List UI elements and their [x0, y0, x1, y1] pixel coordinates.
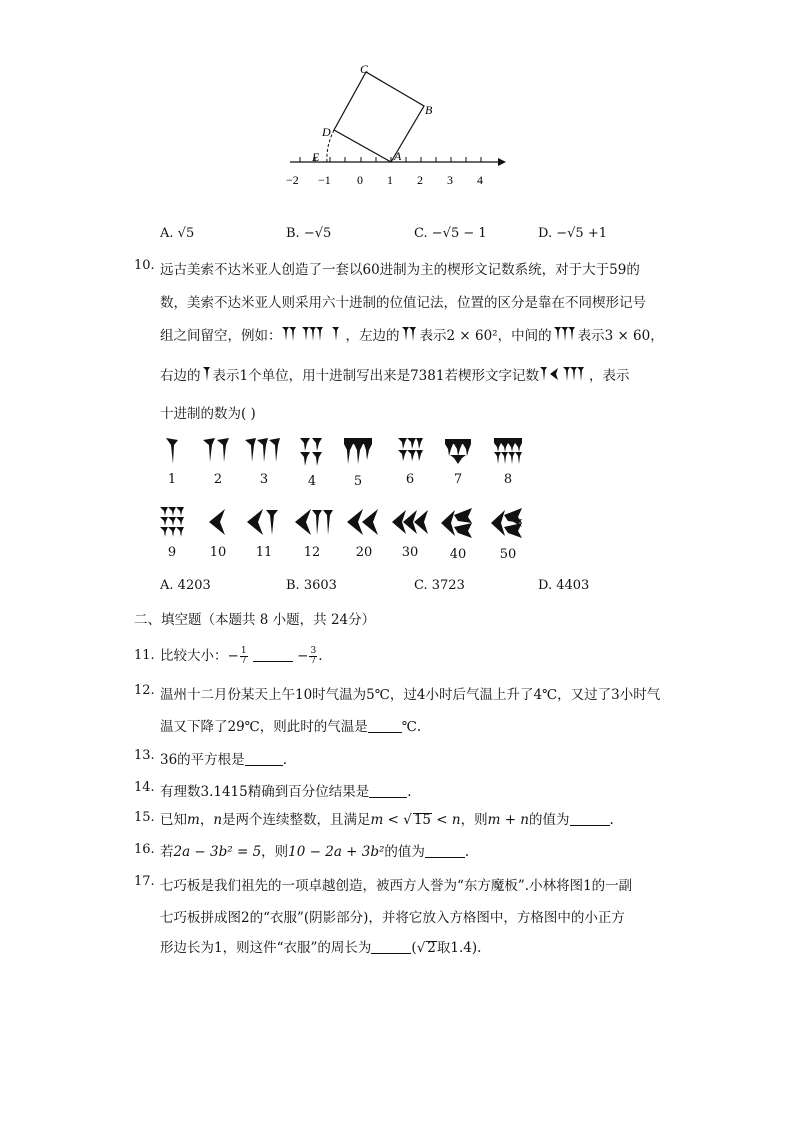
glyph-cell: 5: [338, 436, 378, 489]
q17-line: 七巧板拼成图2的“衣服”(阴影部分)，并将它放入方格图中，方格图中的小正方: [160, 910, 625, 926]
tick-label: −1: [318, 173, 331, 187]
label-a: A: [394, 149, 402, 163]
cuneiform-4-icon: [297, 436, 327, 468]
tick-label: −2: [286, 173, 299, 187]
square-abcd: [334, 72, 424, 162]
label-c: C: [360, 62, 369, 76]
question-number: 13.: [134, 748, 155, 763]
q10-line: 右边的 表示1个单位，用十进制写出来是7381若楔形文字记数 ，表示: [160, 368, 630, 384]
q10-option-c[interactable]: C. 3723: [414, 578, 465, 593]
cuneiform-50-icon: [488, 505, 528, 541]
q9-option-d[interactable]: D. −√5 +1: [538, 226, 607, 241]
label-b: B: [425, 103, 433, 117]
answer-blank[interactable]: [245, 752, 283, 767]
answer-blank[interactable]: [570, 812, 610, 827]
q17-line: 七巧板是我们祖先的一项卓越创造，被西方人誉为“东方魔板”.小林将图1的一副: [160, 878, 633, 894]
q13-text: 36的平方根是 .: [160, 752, 287, 768]
tick-label: 2: [417, 173, 423, 187]
answer-blank[interactable]: [371, 940, 411, 955]
q10-option-d[interactable]: D. 4403: [538, 578, 590, 593]
glyph-cell: 2: [198, 436, 238, 487]
answer-blank[interactable]: [368, 719, 402, 734]
cuneiform-8-icon: [491, 436, 525, 466]
glyph-cell: 40: [438, 505, 478, 562]
q10-line: 数，美索不达米亚人则采用六十进制的位值记法，位置的区分是靠在不同楔形记号: [160, 295, 646, 311]
question-number: 15.: [134, 810, 155, 825]
tick-label: 1: [387, 173, 393, 187]
cuneiform-12-icon: [292, 505, 336, 539]
glyph-cell: 30: [390, 505, 430, 560]
q10-option-b[interactable]: B. 3603: [286, 578, 337, 593]
cuneiform-question-icon: [539, 366, 589, 382]
cuneiform-three-icon: [552, 326, 578, 342]
q16-text: 若2a − 3b² = 5，则10 − 2a + 3b²的值为 .: [160, 844, 470, 860]
cuneiform-30-icon: [390, 505, 432, 539]
q15-text: 已知m，n是两个连续整数，且满足m < √ 15 < n，则m + n的值为 .: [160, 812, 614, 828]
cuneiform-40-icon: [438, 505, 478, 541]
question-number: 17.: [134, 874, 155, 889]
question-number: 11.: [134, 648, 155, 663]
cuneiform-two-icon: [400, 326, 420, 342]
q12-line: 温州十二月份某天上午10时气温为5℃，过4小时后气温上升了4℃，又过了3小时气: [160, 687, 661, 703]
cuneiform-6-icon: [395, 436, 425, 466]
glyph-cell: 9: [152, 505, 192, 560]
number-line-figure: [286, 60, 516, 190]
section-heading: 二、填空题（本题共 8 小题，共 24分）: [134, 612, 376, 628]
q9-option-a[interactable]: A. √5: [160, 226, 195, 241]
glyph-cell: 3: [244, 436, 284, 487]
cuneiform-7-icon: [442, 436, 474, 466]
q10-line: 远古美索不达米亚人创造了一套以60进制为主的楔形文记数系统，对于大于59的: [160, 262, 640, 278]
glyph-cell: 20: [344, 505, 384, 560]
answer-blank[interactable]: [253, 648, 293, 663]
question-number: 16.: [134, 842, 155, 857]
glyph-cell: 8: [488, 436, 528, 487]
label-d: D: [322, 125, 331, 139]
q10-option-a[interactable]: A. 4203: [160, 578, 211, 593]
cuneiform-11-icon: [244, 505, 284, 539]
glyph-cell: 10: [198, 505, 238, 560]
q11-text: 比较大小：− $\frac{1}{7}$ − $\frac{3}{7}$ .: [160, 646, 323, 666]
cuneiform-20-icon: [344, 505, 384, 539]
cuneiform-3-icon: [244, 436, 284, 466]
tick-label: 4: [477, 173, 483, 187]
question-number: 10.: [134, 258, 155, 273]
answer-blank[interactable]: [425, 844, 465, 859]
glyph-cell: 1: [152, 436, 192, 487]
cuneiform-9-icon: [157, 505, 187, 539]
glyph-cell: 6: [390, 436, 430, 487]
cuneiform-example-icon: [282, 326, 346, 342]
glyph-cell: 11: [244, 505, 284, 560]
cuneiform-table-row-2: [150, 505, 570, 562]
q9-option-c[interactable]: C. −√5 − 1: [414, 226, 487, 241]
cuneiform-one-icon: [201, 366, 213, 382]
q10-line: 十进制的数为( ): [160, 406, 256, 422]
tick-label: 3: [447, 173, 453, 187]
q9-options: [160, 226, 720, 246]
cuneiform-1-icon: [162, 436, 182, 466]
answer-blank[interactable]: [369, 784, 407, 799]
q9-option-b[interactable]: B. −√5: [286, 226, 332, 241]
glyph-cell: 12: [292, 505, 332, 560]
glyph-cell: 50: [488, 505, 528, 562]
cuneiform-2-icon: [201, 436, 235, 466]
cuneiform-10-icon: [205, 505, 231, 539]
question-number: 14.: [134, 780, 155, 795]
q10-options: [160, 578, 720, 598]
tick-label: 0: [357, 173, 363, 187]
q17-line: 形边长为1，则这件“衣服”的周长为 (√ 2取1.4).: [160, 940, 482, 956]
q10-line: 组之间留空，例如： ，左边的 表示2 × 60²，中间的 表示3 × 60，: [160, 328, 664, 344]
cuneiform-5-icon: [341, 436, 375, 468]
q12-line: 温又下降了29℃，则此时的气温是 ℃.: [160, 719, 422, 735]
glyph-cell: 7: [438, 436, 478, 487]
axis-arrow: [498, 158, 506, 166]
q14-text: 有理数3.1415精确到百分位结果是 .: [160, 784, 412, 800]
label-e: E: [312, 150, 320, 164]
cuneiform-table-row-1: [150, 436, 570, 488]
question-number: 12.: [134, 683, 155, 698]
glyph-cell: 4: [292, 436, 332, 489]
